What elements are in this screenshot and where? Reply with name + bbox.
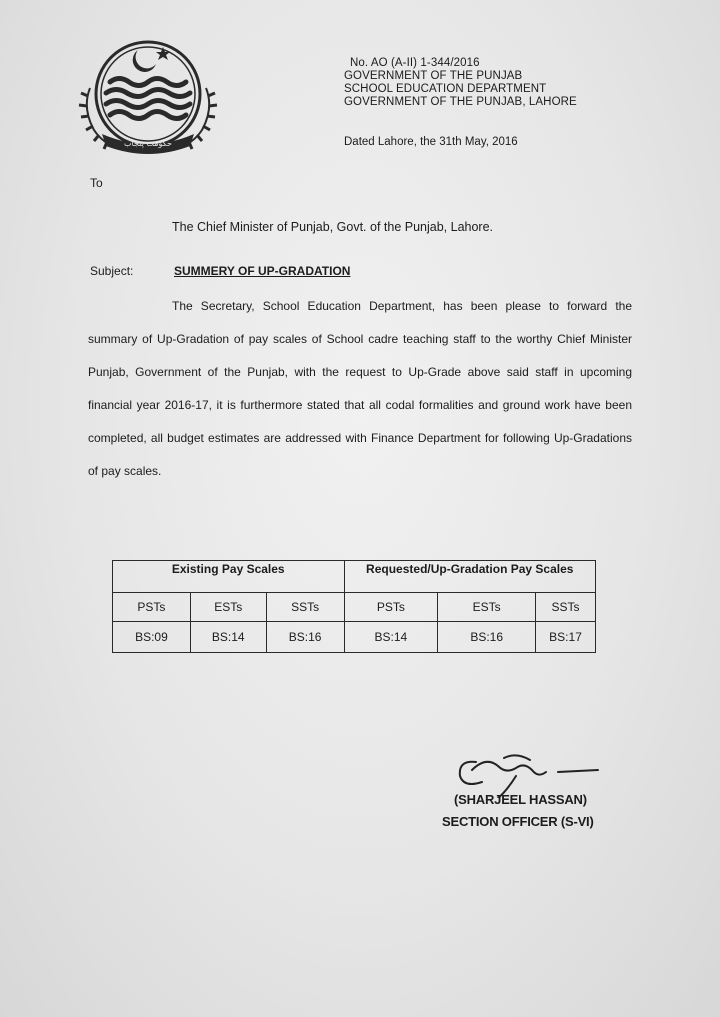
- subject-title: SUMMERY OF UP-GRADATION: [174, 264, 351, 278]
- handwritten-signature: [446, 748, 606, 798]
- department-line: SCHOOL EDUCATION DEPARTMENT: [344, 83, 547, 95]
- subject-label: Subject:: [90, 264, 134, 278]
- table-cell-cadre: ESTs: [438, 593, 536, 622]
- letter-body: [88, 290, 632, 488]
- pay-scale-table: [112, 560, 596, 653]
- table-cell-scale: BS:09: [113, 622, 191, 653]
- table-cell-cadre: PSTs: [113, 593, 191, 622]
- table-cell-cadre: ESTs: [190, 593, 266, 622]
- government-lahore-line: GOVERNMENT OF THE PUNJAB, LAHORE: [344, 96, 577, 108]
- issuing-office-block: [344, 57, 644, 109]
- table-cell-cadre: PSTs: [344, 593, 438, 622]
- punjab-government-emblem: [68, 30, 228, 160]
- addressee: The Chief Minister of Punjab, Govt. of the Punjab, Lahore.: [172, 220, 494, 234]
- table-cell-scale: BS:14: [344, 622, 438, 653]
- table-cell-scale: BS:17: [536, 622, 596, 653]
- table-cell-cadre: SSTs: [536, 593, 596, 622]
- emblem-caption: حکومت پنجاب: [124, 139, 172, 148]
- table-cell-scale: BS:16: [438, 622, 536, 653]
- date-line: Dated Lahore, the 31th May, 2016: [344, 136, 518, 148]
- letter-body-text: The Secretary, School Education Department, has been please to forward the summary of Up-Gradation of pay scales of School cadre teaching staff to the worthy Chief Minister Punjab, Government of the Punjab, with the request to Up-Grade above said staff in upcoming financial year 2016-17, it is furthermore stated that all codal formalities and ground work have been completed, all budget estimates are addressed with Finance Department for following Up-Gradations of pay scales.: [88, 299, 632, 478]
- existing-pay-scales-header: Existing Pay Scales: [113, 561, 345, 593]
- reference-number: No. AO (A-II) 1-344/2016: [350, 57, 480, 69]
- to-label: To: [90, 176, 103, 190]
- signer-designation: SECTION OFFICER (S-VI): [442, 814, 594, 829]
- requested-pay-scales-header: Requested/Up-Gradation Pay Scales: [344, 561, 596, 593]
- table-cell-scale: BS:16: [266, 622, 344, 653]
- table-cell-scale: BS:14: [190, 622, 266, 653]
- table-cell-cadre: SSTs: [266, 593, 344, 622]
- signer-name: (SHARJEEL HASSAN): [454, 792, 587, 807]
- government-line: GOVERNMENT OF THE PUNJAB: [344, 70, 523, 82]
